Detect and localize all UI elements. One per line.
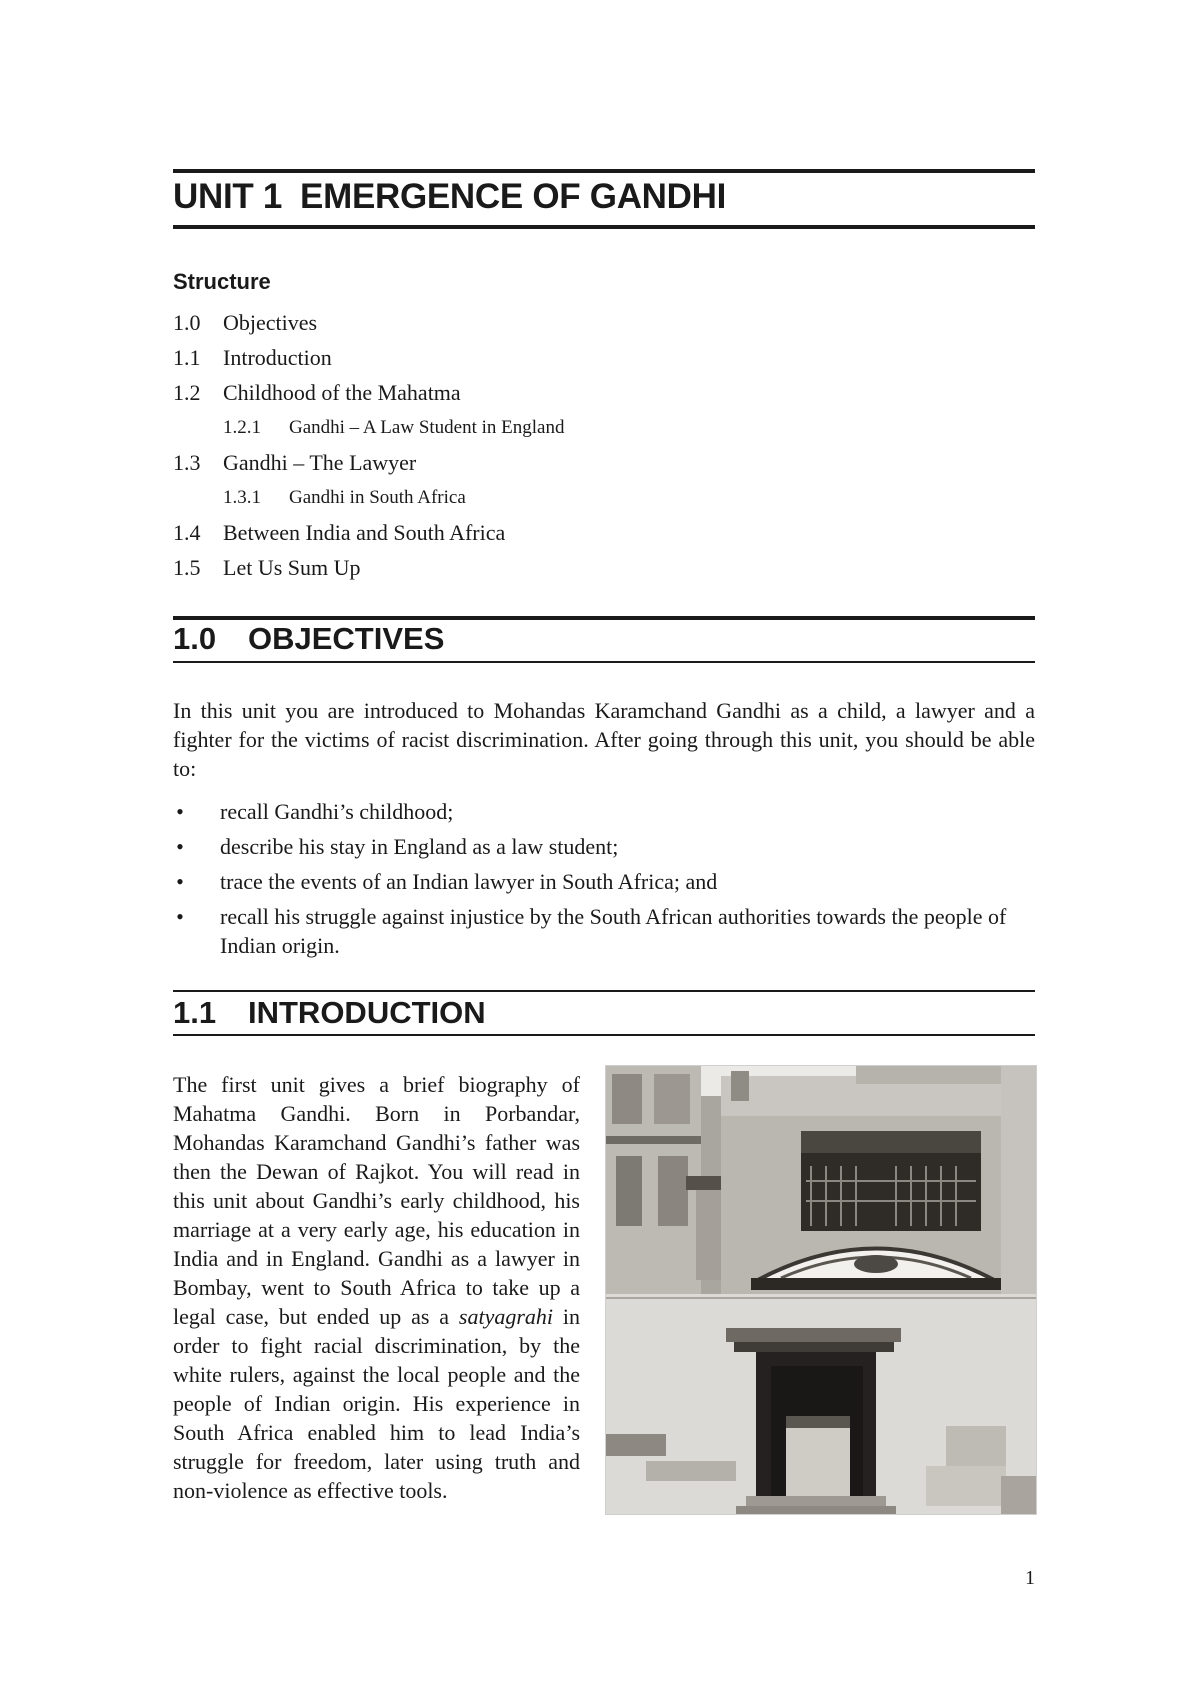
toc-item: 1.1 Introduction — [173, 345, 332, 370]
unit-title — [173, 177, 726, 217]
list-item: • trace the events of an Indian lawyer in South Africa; and — [173, 867, 1035, 896]
list-item: • describe his stay in England as a law student; — [173, 832, 1035, 861]
introduction-text: The first unit gives a brief biography of Mahatma Gandhi. Born in Porbandar, Mohandas Karamchand Gandhi’s father was then the Dewan of Rajkot. You will read in this unit about Gandhi’s early childhood, his marriage at a very early age, his education in India and in England. Gandhi as a lawyer in Bombay, went to South Africa to take up a legal case, but ended up as a satyagrahi in order to fight racial discrimination, by the white rulers, against the local people and the people of Indian origin. His experience in South Africa enabled him to lead India’s struggle for freedom, later using truth and non-violence as effective tools. — [173, 1072, 580, 1503]
toc-item: 1.5 Let Us Sum Up — [173, 555, 361, 580]
toc-item: 1.4 Between India and South Africa — [173, 520, 506, 545]
unit-title-bottom-rule — [173, 225, 1035, 229]
toc-item: 1.3 Gandhi – The Lawyer — [173, 450, 417, 475]
objectives-heading: 1.0 OBJECTIVES — [173, 621, 445, 656]
list-item: • recall his struggle against injustice by the South African authorities towards the people of Indian origin. — [173, 902, 1035, 960]
unit-number: UNIT 1 — [173, 177, 283, 216]
structure-heading: Structure — [173, 269, 271, 294]
bullet-icon: • — [176, 799, 184, 824]
bullet-icon: • — [176, 904, 184, 929]
birthplace-photograph — [605, 1065, 1037, 1515]
list-item: • recall Gandhi’s childhood; — [173, 797, 1035, 826]
unit-title-top-rule — [173, 169, 1035, 173]
bullet-icon: • — [176, 834, 184, 859]
page-number: 1 — [1025, 1567, 1035, 1589]
objectives-list — [173, 797, 1035, 966]
toc-item: 1.0 Objectives — [173, 310, 318, 335]
introduction-heading: 1.1 INTRODUCTION — [173, 995, 486, 1030]
unit-title-text: EMERGENCE OF GANDHI — [300, 177, 727, 216]
toc-subitem: 1.3.1 Gandhi in South Africa — [223, 487, 466, 508]
toc-subitem: 1.2.1 Gandhi – A Law Student in England — [223, 417, 565, 438]
toc-item: 1.2 Childhood of the Mahatma — [173, 380, 461, 405]
objectives-bottom-rule — [173, 661, 1035, 663]
table-of-contents — [173, 306, 564, 586]
objectives-intro: In this unit you are introduced to Mohandas Karamchand Gandhi as a child, a lawyer and a fighter for the victims of racist discrimination. After going through this unit, you should be able to: — [173, 698, 1035, 781]
bullet-icon: • — [176, 869, 184, 894]
introduction-top-rule — [173, 990, 1035, 992]
satyagrahi-term: satyagrahi — [458, 1304, 554, 1329]
objectives-top-rule — [173, 616, 1035, 620]
introduction-bottom-rule — [173, 1034, 1035, 1036]
